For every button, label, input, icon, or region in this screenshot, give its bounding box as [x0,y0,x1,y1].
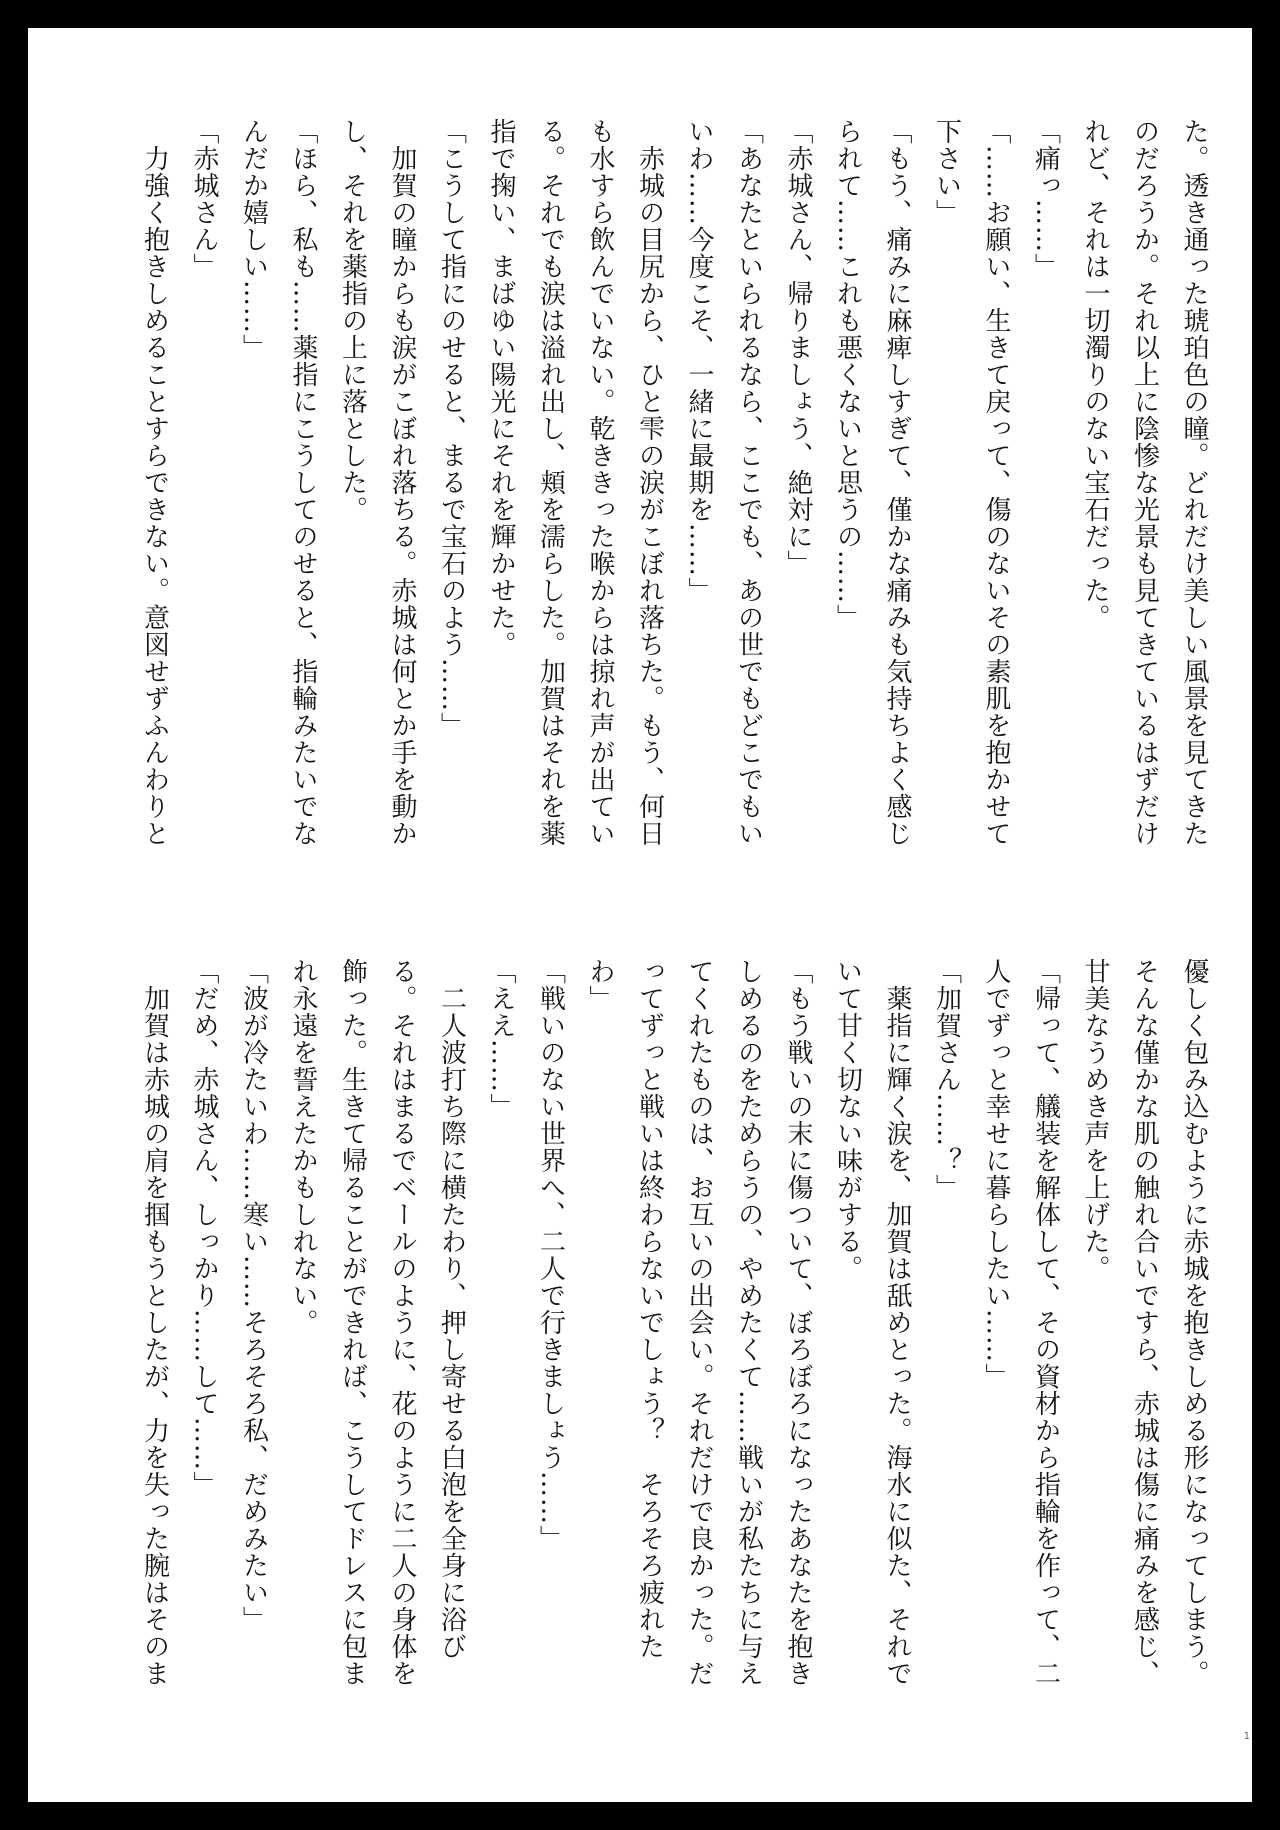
text-line: そんな僅かな肌の触れ合いですら、赤城は傷に痛みを感じ、 [1129,958,1160,1687]
text-line: 「戦いのない世界へ、二人で行きましょう……」 [535,958,566,1552]
text-line: 「……お願い、生きて戻って、傷のないその素肌を抱かせて [981,118,1011,847]
text-line: いて甘く切ない味がする。 [832,958,863,1282]
text-line: 「だめ、赤城さん、しっかり……して……」 [189,958,219,1498]
text-line: 優しく包み込むように赤城を抱きしめる形になってしまう。 [1179,958,1209,1687]
bottom-text-block [139,958,1218,1738]
text-line: れ永遠を誓えたかもしれない。 [288,958,318,1336]
text-line: 「痛っ……」 [1030,118,1061,280]
text-line: 「ほら、私も……薬指にこうしてのせると、指輪みたいでな [288,118,318,847]
text-line: 「もう戦いの末に傷ついて、ぼろぼろになったあなたを抱き [783,958,813,1687]
text-line: られて……これも悪くないと思うの……」 [832,118,863,631]
text-line: し、それを薬指の上に落とした。 [337,118,368,523]
text-line: んだか嬉しい……」 [238,118,269,361]
text-line: 「加賀さん……？」 [931,958,962,1201]
manuscript-page [28,28,1252,1802]
text-line: 飾った。生きて帰ることができれば、こうしてドレスに包ま [337,958,368,1687]
text-line: れど、それは一切濁りのない宝石だった。 [1080,118,1110,631]
text-line: ってずっと戦いは終わらないでしょう？ そろそろ疲れた [634,958,665,1660]
text-line: わ」 [585,958,615,1012]
text-line: 加賀の瞳からも涙がこぼれ落ちる。赤城は何とか手を動か [387,118,417,847]
text-line: 「ええ……」 [486,958,516,1120]
text-line: 「赤城さん、帰りましょう、絶対に」 [783,118,813,577]
text-line: 赤城の目尻から、ひと雫の涙がこぼれ落ちた。もう、何日 [634,118,665,847]
text-line: 「あなたといられるなら、ここでも、あの世でもどこでもい [733,118,764,847]
top-text-block [139,118,1218,886]
text-line: 甘美なうめき声を上げた。 [1080,958,1110,1282]
text-line: 二人波打ち際に横たわり、押し寄せる白泡を全身に浴び [436,958,467,1660]
page-number: 1 [1243,1731,1250,1742]
text-line: 力強く抱きしめることすらできない。意図せずふんわりと [139,118,170,847]
text-line: 「赤城さん」 [189,118,219,280]
text-line: いわ……今度こそ、一緒に最期を……」 [684,118,714,604]
text-line: しめるのをためらうの、やめたくて……戦いが私たちに与え [733,958,764,1687]
text-line: 「波が冷たいわ……寒い……そろそろ私、だめみたい」 [238,958,269,1633]
text-line: 「もう、痛みに麻痺しすぎて、僅かな痛みも気持ちよく感じ [882,118,912,847]
text-line: てくれたものは、お互いの出会い。それだけで良かった。だ [684,958,714,1687]
text-line: 人でずっと幸せに暮らしたい……」 [981,958,1011,1390]
text-line: 「帰って、艤装を解体して、その資材から指輪を作って、二 [1030,958,1061,1687]
text-line: 下さい」 [931,118,962,226]
text-line: 指で掬い、まばゆい陽光にそれを輝かせた。 [486,118,516,658]
text-line: 「こうして指にのせると、まるで宝石のよう……」 [436,118,467,739]
text-line: る。それはまるでベールのように、花のように二人の身体を [387,958,417,1687]
text-line: 加賀は赤城の肩を掴もうとしたが、力を失った腕はそのま [139,958,170,1687]
text-line: た。透き通った琥珀色の瞳。どれだけ美しい風景を見てきた [1179,118,1209,847]
text-line: 薬指に輝く涙を、加賀は舐めとった。海水に似た、それで [882,958,912,1687]
text-line: る。それでも涙は溢れ出し、頬を濡らした。加賀はそれを薬 [535,118,566,847]
text-line: のだろうか。それ以上に陰惨な光景も見てきているはずだけ [1129,118,1160,847]
text-line: も水すら飲んでいない。乾ききった喉からは掠れ声が出てい [585,118,615,847]
